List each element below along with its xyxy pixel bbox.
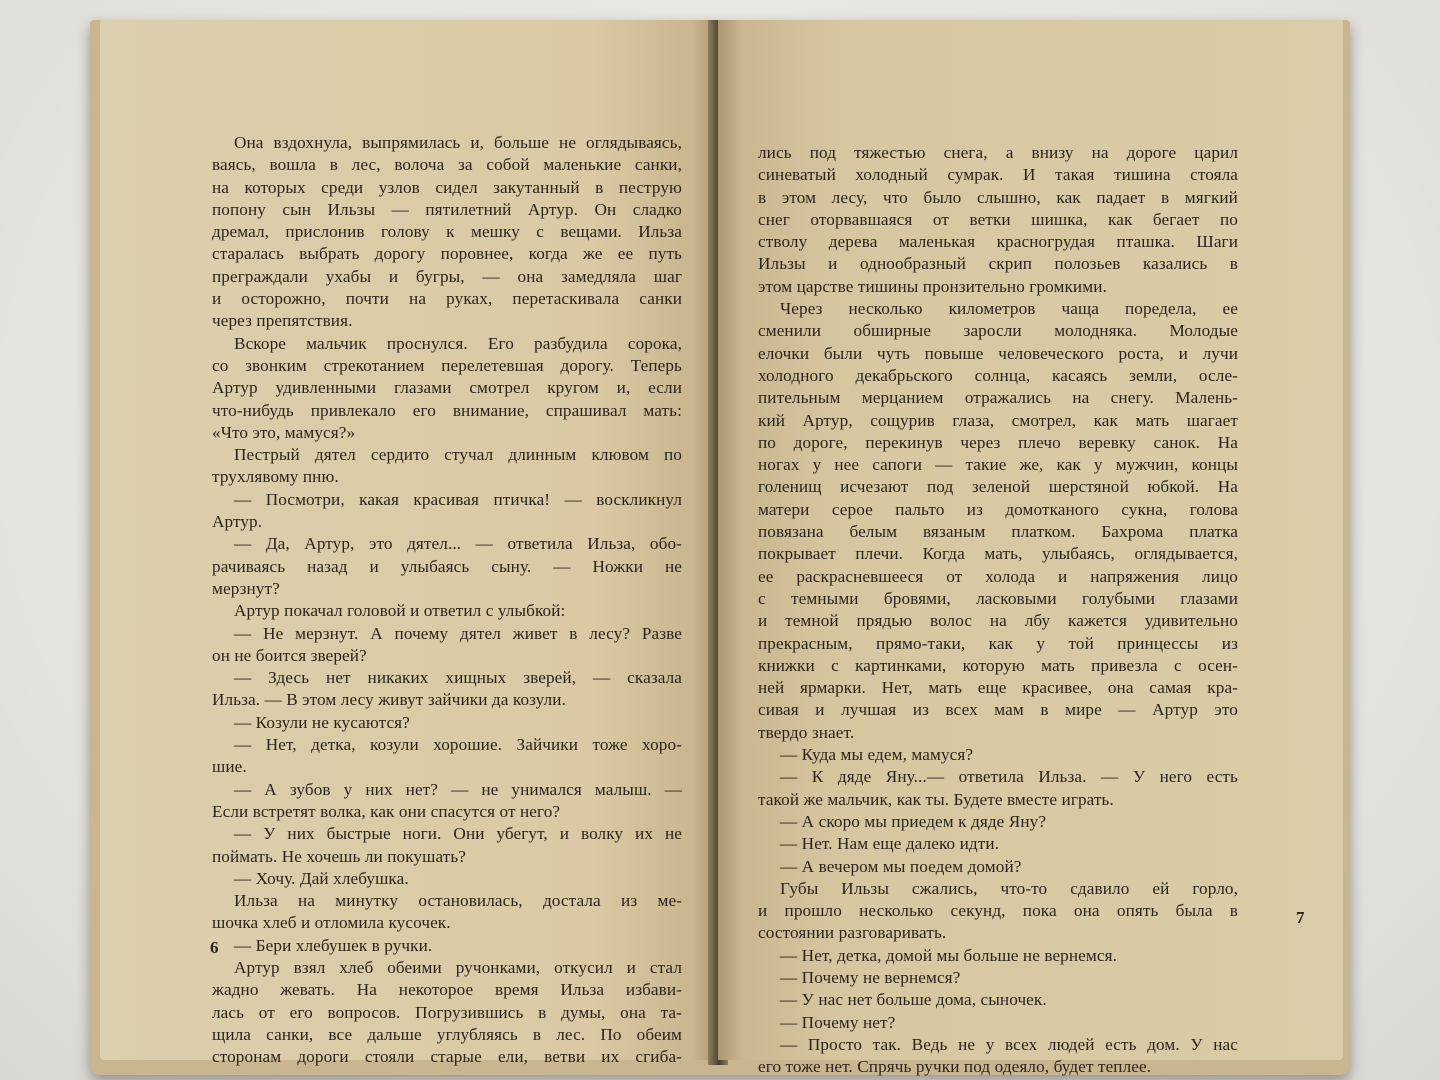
text-line: — Посмотри, какая красивая птичка! — воскликнул: [234, 489, 682, 509]
text-line: — Нет. Нам еще далеко идти.: [780, 834, 1000, 854]
text-line: елочки были чуть повыше человеческого роста, и лучи: [758, 343, 1238, 363]
text-line: и прошло несколько секунд, пока она опять была в: [758, 901, 1238, 921]
text-line: этом царстве тишины пронзительно громкими.: [758, 276, 1107, 296]
text-line: Артур удивленными глазами смотрел кругом и, если: [212, 378, 682, 398]
text-line: он не боится зверей?: [212, 645, 367, 665]
text-line: шочка хлеб и отломила кусочек.: [212, 913, 451, 933]
text-line: по дороге, перекинув через плечо веревку санок. На: [758, 432, 1238, 452]
text-line: ней ярмарки. Нет, мать еще красивее, она самая кра-: [758, 678, 1238, 698]
text-line: через препятствия.: [212, 311, 353, 331]
text-line: Если встретят волка, как они спасутся от него?: [212, 801, 561, 821]
text-line: Ильза на минутку остановилась, достала из ме-: [234, 891, 682, 911]
text-line: — Здесь нет никаких хищных зверей, — сказала: [234, 668, 682, 688]
text-line: — Нет, детка, домой мы больше не вернемся.: [780, 945, 1118, 965]
text-line: такой же мальчик, как ты. Будете вместе играть.: [758, 789, 1114, 809]
text-line: сивая и лучшая из всех мам в мире — Артур это: [758, 700, 1238, 720]
text-line: что-нибудь привлекало его внимание, спрашивал мать:: [212, 400, 682, 420]
text-line: поймать. Не хочешь ли покушать?: [212, 846, 467, 866]
text-line: Губы Ильзы сжались, что-то сдавило ей горло,: [780, 878, 1238, 898]
text-line: — Козули не кусаются?: [234, 712, 410, 732]
text-line: — У нас нет больше дома, сыночек.: [780, 990, 1047, 1010]
text-line: — Куда мы едем, мамуся?: [780, 745, 974, 765]
text-line: Ильзы и однообразный скрип полозьев казались в: [758, 254, 1238, 274]
text-line: стволу дерева маленькая красногрудая пташка. Шаги: [758, 232, 1238, 252]
text-line: в этом лесу, что было слышно, как падает в мягкий: [758, 187, 1238, 207]
text-line: «Что это, мамуся?»: [212, 422, 356, 442]
text-line: — Почему нет?: [780, 1012, 896, 1032]
text-line: попону сын Ильзы — пятилетний Артур. Он сладко: [212, 199, 682, 219]
text-line: — Бери хлебушек в ручки.: [234, 935, 433, 955]
right-page-number: 7: [1296, 908, 1305, 927]
text-line: твердо знает.: [758, 722, 855, 742]
text-line: — Почему не вернемся?: [780, 967, 961, 987]
text-line: со звонким стрекотанием перелетевшая дорогу. Теперь: [212, 355, 682, 375]
text-line: голенищ исчезают под зеленой шерстяной юбкой. На: [758, 477, 1238, 497]
text-line: — К дяде Яну...— ответила Ильза. — У него есть: [780, 767, 1238, 787]
text-line: и темной прядью волос на лбу кажется удивительно: [758, 611, 1238, 631]
left-page: [100, 20, 718, 1067]
text-line: пительным мерцанием отражались на снегу. Малень-: [758, 388, 1238, 408]
text-line: Артур взял хлеб обеими ручонками, откусил и стал: [234, 957, 682, 977]
text-line: старалась выбрать дорогу поровнее, когда же ее путь: [212, 244, 682, 264]
text-line: повязана белым вязаным платком. Бахрома платка: [758, 522, 1238, 542]
text-line: синеватый холодный сумрак. И такая тишина стояла: [758, 165, 1238, 185]
left-text-column: [212, 132, 682, 1068]
text-line: дремал, прислонив голову к мешку с вещами. Ильза: [212, 222, 682, 242]
text-line: холодного декабрьского солнца, касаясь земли, осле-: [758, 365, 1238, 385]
text-line: Пестрый дятел сердито стучал длинным клювом по: [234, 445, 682, 465]
right-page: [718, 20, 1343, 1077]
left-page-number: 6: [210, 938, 219, 957]
text-line: покрывает плечи. Когда мать, улыбаясь, оглядывается,: [758, 544, 1238, 564]
text-line: жадно жевать. На некоторое время Ильза избави-: [212, 980, 682, 1000]
open-book: [90, 20, 1350, 1075]
text-line: преграждали ухабы и бугры, — она замедляла шаг: [212, 266, 682, 286]
text-line: — Хочу. Дай хлебушка.: [234, 868, 409, 888]
text-line: Артур покачал головой и ответил с улыбкой:: [234, 601, 566, 621]
text-line: Через несколько километров чаща поредела, ее: [780, 299, 1238, 319]
text-line: Она вздохнула, выпрямилась и, больше не оглядываясь,: [234, 133, 682, 152]
text-line: его тоже нет. Спрячь ручки под одеяло, будет теплее.: [758, 1057, 1152, 1077]
text-line: снег оторвавшаяся от ветки шишка, как бегает по: [758, 209, 1238, 229]
text-line: Ильза. — В этом лесу живут зайчики да козули.: [212, 690, 566, 710]
text-line: состоянии разговаривать.: [758, 923, 947, 943]
text-line: книжки с картинками, которую мать привезла с осен-: [758, 655, 1238, 675]
text-line: лись под тяжестью снега, а внизу на дороге царил: [758, 143, 1238, 162]
text-line: — Да, Артур, это дятел... — ответила Ильза, обо-: [234, 534, 682, 554]
text-line: — А зубов у них нет? — не унимался малыш. —: [234, 779, 682, 799]
text-line: — Нет, детка, козули хорошие. Зайчики тоже хоро-: [234, 735, 682, 755]
text-line: с темными бровями, ласковыми голубыми глазами: [758, 588, 1238, 608]
text-line: Артур.: [212, 512, 263, 532]
text-line: шие.: [212, 757, 247, 777]
text-line: мерзнут?: [212, 578, 280, 598]
text-line: трухлявому пню.: [212, 467, 339, 487]
text-line: и осторожно, почти на руках, перетаскивала санки: [212, 289, 682, 309]
text-line: — Не мерзнут. А почему дятел живет в лесу? Разве: [234, 623, 682, 643]
text-line: лась от его вопросов. Погрузившись в думы, она та-: [212, 1002, 682, 1022]
text-line: ногах у нее сапоги — такие же, как у мужчин, концы: [758, 455, 1238, 475]
text-line: — А скоро мы приедем к дяде Яну?: [780, 811, 1047, 831]
text-line: ее раскрасневшееся от холода и напряжения лицо: [758, 566, 1238, 586]
text-line: кий Артур, сощурив глаза, смотрел, как мать шагает: [758, 410, 1238, 430]
text-line: — У них быстрые ноги. Они убегут, и волку их не: [234, 824, 682, 844]
text-line: — Просто так. Ведь не у всех людей есть дом. У нас: [780, 1034, 1238, 1054]
text-line: — А вечером мы поедем домой?: [780, 856, 1022, 876]
text-line: прекрасным, прямо-таки, как у той принцессы из: [758, 633, 1238, 653]
text-line: Вскоре мальчик проснулся. Его разбудила сорока,: [234, 333, 682, 353]
text-line: сторонам дороги стояли старые ели, ветви их сгиба-: [212, 1047, 682, 1067]
text-line: на которых среди узлов сидел закутанный в пеструю: [212, 177, 682, 197]
text-line: щила санки, все дальше углубляясь в лес. По обеим: [212, 1024, 682, 1044]
text-line: сменили обширные заросли молодняка. Молодые: [758, 321, 1238, 341]
text-line: рачиваясь назад и улыбаясь сыну. — Ножки не: [212, 556, 682, 576]
right-text-column: [758, 142, 1238, 1078]
text-line: матери серое пальто из домотканого сукна, голова: [758, 499, 1238, 519]
text-line: ваясь, вошла в лес, волоча за собой маленькие санки,: [212, 155, 682, 175]
